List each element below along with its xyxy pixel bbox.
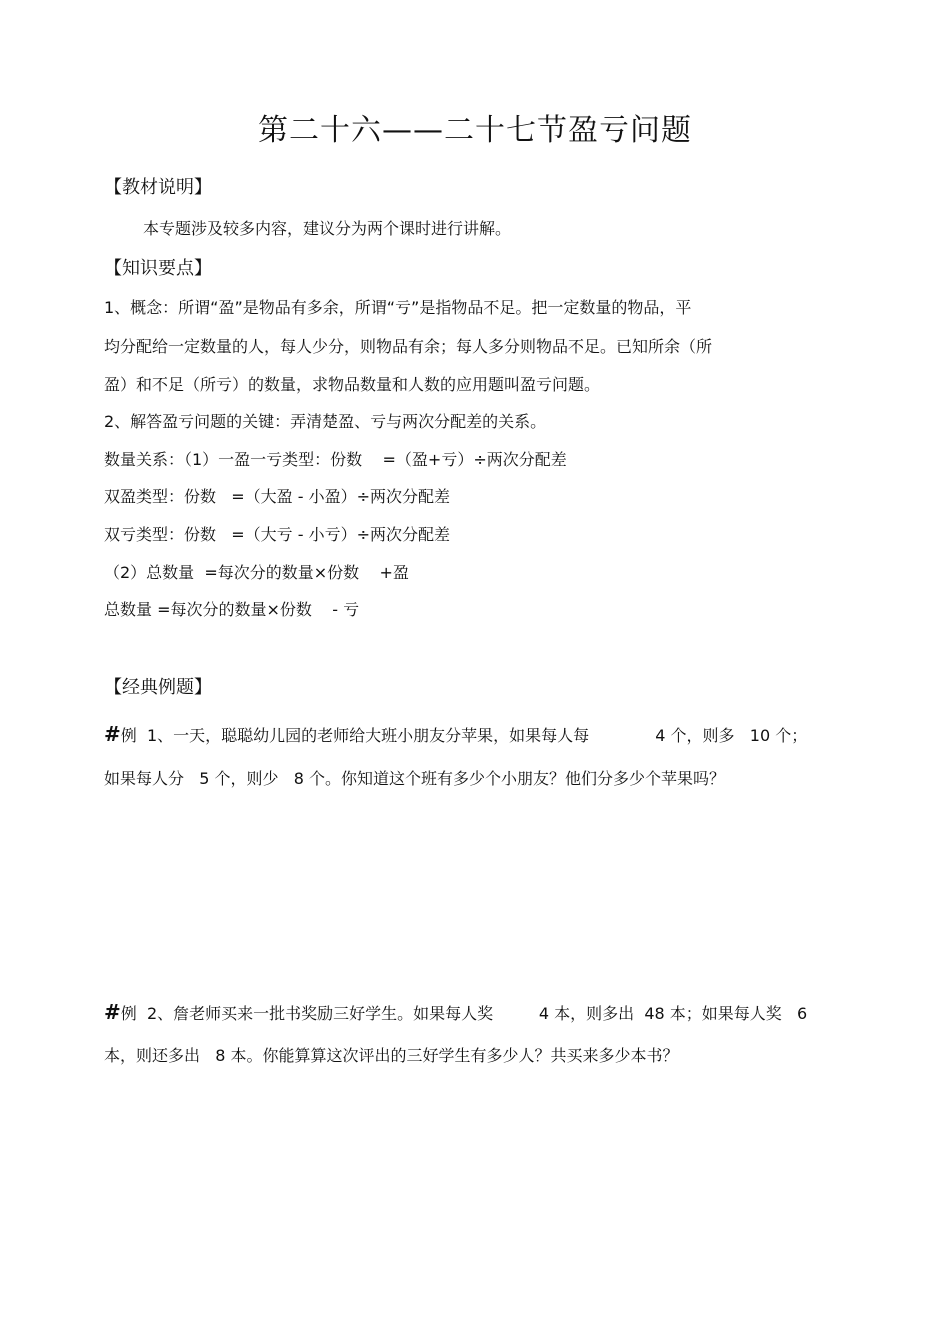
example-marker: #: [104, 1000, 121, 1024]
concept-line-1: 1、概念：所谓“盈”是物品有多余，所谓“亏”是指物品不足。把一定数量的物品，平: [104, 298, 692, 317]
formula-line-5: 总数量 =每次分的数量×份数 - 亏: [104, 600, 360, 619]
example-1-line-2: 如果每人分 5 个，则少 8 个。你知道这个班有多少个小朋友？他们分多少个苹果吗？: [104, 769, 726, 788]
materials-heading: 【教材说明】: [104, 177, 212, 198]
examples-heading: 【经典例题】: [104, 677, 212, 698]
knowledge-heading: 【知识要点】: [104, 258, 212, 279]
page-title: 第二十六——二十七节盈亏问题: [258, 113, 692, 148]
example-2-line-2: 本，则还多出 8 本。你能算算这次评出的三好学生有多少人？共买来多少本书？: [104, 1046, 679, 1065]
concept-line-3: 盈）和不足（所亏）的数量，求物品数量和人数的应用题叫盈亏问题。: [104, 375, 601, 394]
formula-line-4: （2）总数量 =每次分的数量×份数 +盈: [104, 563, 409, 582]
formula-line-1: 数量关系：（1）一盈一亏类型：份数 =（盈+亏）÷两次分配差: [104, 450, 567, 469]
formula-line-2: 双盈类型：份数 =（大盈 - 小盈）÷两次分配差: [104, 487, 451, 506]
example-marker: #: [104, 722, 121, 746]
example-1-text: 例 1、一天，聪聪幼儿园的老师给大班小朋友分苹果，如果每人每 4 个，则多 10 个；: [120, 726, 808, 745]
example-2-text: 例 2、詹老师买来一批书奖励三好学生。如果每人奖 4 本，则多出 48 本；如果每人奖 6: [120, 1004, 808, 1023]
materials-text: 本专题涉及较多内容，建议分为两个课时进行讲解。: [143, 219, 512, 238]
formula-line-3: 双亏类型：份数 =（大亏 - 小亏）÷两次分配差: [104, 525, 451, 544]
concept-line-2: 均分配给一定数量的人，每人少分，则物品有余；每人多分则物品不足。已知所余（所: [104, 337, 713, 356]
example-2-line-1: [104, 1002, 807, 1024]
key-line: 2、解答盈亏问题的关键：弄清楚盈、亏与两次分配差的关系。: [104, 412, 547, 431]
example-1-line-1: [104, 724, 807, 746]
